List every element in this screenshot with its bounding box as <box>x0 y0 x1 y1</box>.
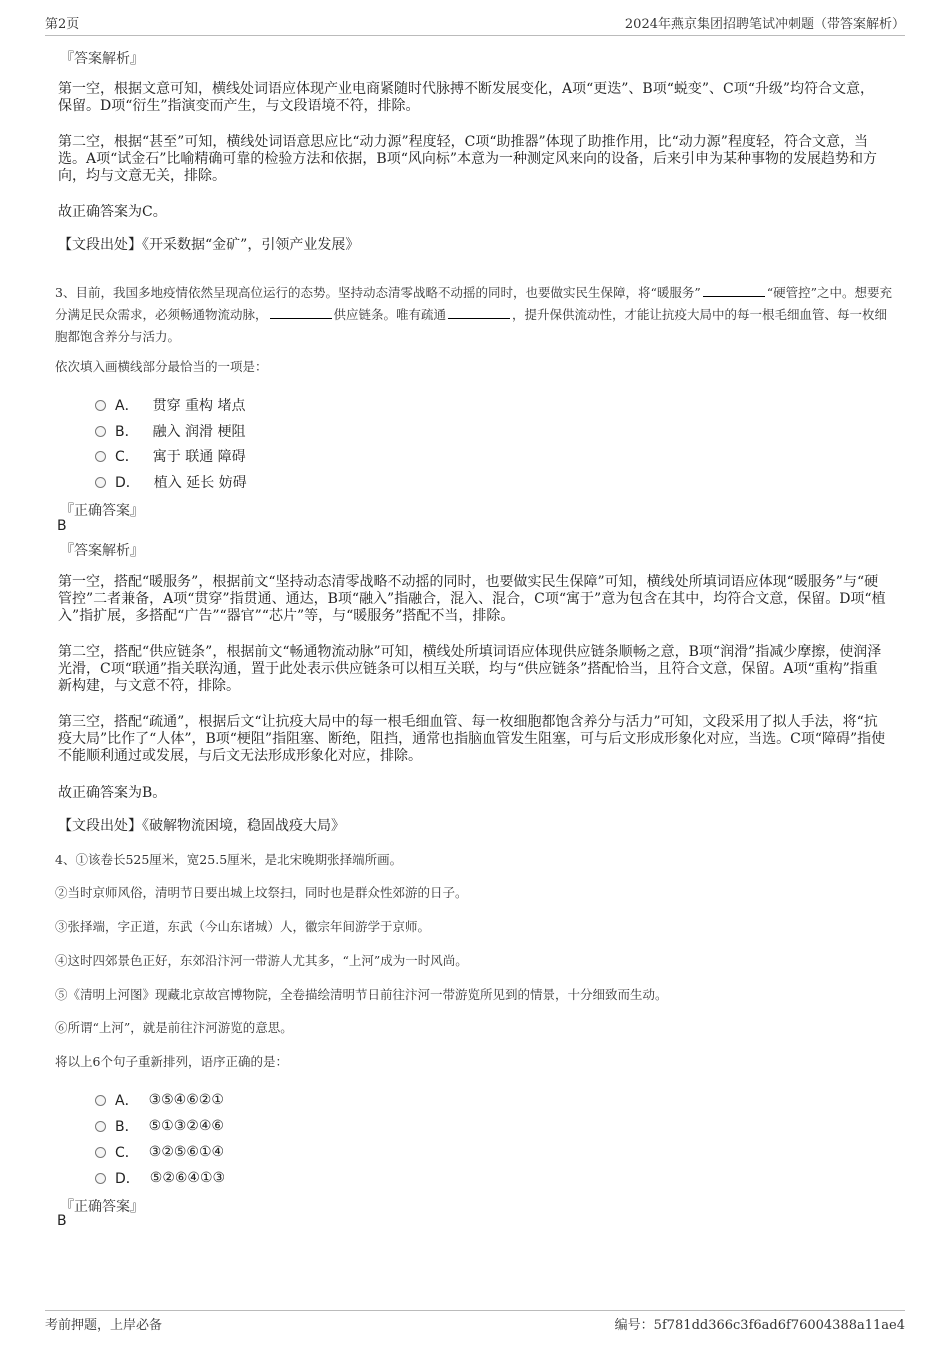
footer-doc-id: 编号：5f781dd366c3f6ad6f76004388a11ae4 <box>614 1318 905 1333</box>
page-header <box>45 13 905 36</box>
q3-analysis-label: 『答案解析』 <box>60 543 144 559</box>
q3-blank-2 <box>270 306 332 319</box>
q3-analysis-p1: 第一空，搭配“暖服务”，根据前文“坚持动态清零战略不动摇的同时，也要做实民生保障”可知，横线处所填词语应体现“暖服务”与“硬管控”二者兼备，A项“贯穿”指贯通、通达，B项“融入”指融合，混入、混合，C项“寓于”意为包含在其中，均符合文意，保留。D项“植入”指扩展，多搭配“广告”“器官”“芯片”等，与“暖服务”搭配不当，排除。 <box>58 574 886 624</box>
q3-stem <box>55 282 895 348</box>
q4-answer: B <box>57 1213 67 1229</box>
q3-source: 【文段出处】《破解物流困境，稳固战疫大局》 <box>58 818 345 834</box>
q2-source: 【文段出处】《开采数据“金矿”，引领产业发展》 <box>58 237 360 253</box>
radio-icon[interactable] <box>95 1121 106 1132</box>
q3-option-a[interactable]: A． 贯穿 重构 堵点 <box>95 395 245 415</box>
q3-blank-1 <box>703 284 765 297</box>
q4-sentence-1: 4、①该卷长525厘米，宽25.5厘米，是北宋晚期张择端所画。 <box>55 852 403 867</box>
page-number: 第2页 <box>45 17 80 32</box>
q3-analysis-p2: 第二空，搭配“供应链条”，根据前文“畅通物流动脉”可知，横线处所填词语应体现供应链条顺畅之意，B项“润滑”指减少摩擦，使润泽光滑，C项“联通”指关联沟通，置于此处表示供应链条可以相互关联，均与“供应链条”搭配恰当，且符合文意，保留。A项“重构”指重新构建，与文意不符，排除。 <box>58 644 882 694</box>
radio-icon[interactable] <box>95 477 106 488</box>
q3-conclusion: 故正确答案为B。 <box>58 785 167 801</box>
footer-slogan: 考前押题，上岸必备 <box>45 1318 163 1333</box>
q4-sentence-3: ③张择端，字正道，东武（今山东诸城）人，徽宗年间游学于京师。 <box>55 919 431 934</box>
q3-option-c[interactable]: C． 寓于 联通 障碍 <box>95 446 246 466</box>
radio-icon[interactable] <box>95 451 106 462</box>
q4-prompt: 将以上6个句子重新排列，语序正确的是： <box>55 1054 288 1069</box>
radio-icon[interactable] <box>95 1095 106 1106</box>
q4-option-b[interactable]: B． ⑤①③②④⑥ <box>95 1116 224 1136</box>
q4-option-a[interactable]: A． ③⑤④⑥②① <box>95 1090 224 1110</box>
q2-analysis-p2: 第二空，根据“甚至”可知，横线处词语意思应比“动力源”程度轻，C项“助推器”体现了助推作用，比“动力源”程度轻，符合文意，当选。A项“试金石”比喻精确可靠的检验方法和依据，B项“风向标”本意为一种测定风来向的设备，后来引申为某种事物的发展趋势和方向，均与文意无关，排除。 <box>58 134 878 184</box>
q3-analysis-p3: 第三空，搭配“疏通”，根据后文“让抗疫大局中的每一根毛细血管、每一枚细胞都饱含养分与活力”可知，文段采用了拟人手法，将“抗疫大局”比作了“人体”，B项“梗阻”指阻塞、断绝，阻挡，通常也指脑血管发生阻塞，可与后文形成形象化对应，当选。C项“障碍”指使不能顺利通过或发展，与后文无法形成形象化对应，排除。 <box>58 714 886 764</box>
q3-stem-part-3: 供应链条。唯有疏通 <box>333 307 447 322</box>
q4-sentence-6: ⑥所谓“上河”，就是前往汴河游览的意思。 <box>55 1020 293 1035</box>
radio-icon[interactable] <box>95 426 106 437</box>
q3-stem-part-2: “硬管控”之中。想要充分满足民众需求，必须畅通物流动脉， <box>55 285 893 322</box>
q2-analysis-p1: 第一空，根据文意可知，横线处词语应体现产业电商紧随时代脉搏不断发展变化，A项“更迭”、B项“蜕变”、C项“升级”均符合文意，保留。D项“衍生”指演变而产生，与文段语境不符，排除。 <box>58 81 875 114</box>
q3-stem-part-4: ，提升保供流动性，才能让抗疫大局中的每一根毛细血管、每一枚细胞都饱含养分与活力。 <box>55 307 888 344</box>
document-title: 2024年燕京集团招聘笔试冲刺题（带答案解析） <box>624 17 905 32</box>
q3-option-b[interactable]: B． 融入 润滑 梗阻 <box>95 421 246 441</box>
q4-option-c[interactable]: C． ③②⑤⑥①④ <box>95 1142 224 1162</box>
q3-prompt: 依次填入画横线部分最恰当的一项是： <box>55 359 268 374</box>
q3-blank-3 <box>448 306 510 319</box>
page-footer <box>45 1310 905 1333</box>
q3-stem-part-1: 3、目前，我国多地疫情依然呈现高位运行的态势。坚持动态清零战略不动摇的同时，也要做实民生保障，将“暖服务” <box>55 285 701 300</box>
q4-sentence-2: ②当时京师风俗，清明节日要出城上坟祭扫，同时也是群众性郊游的日子。 <box>55 885 468 900</box>
q2-analysis-label: 『答案解析』 <box>60 51 144 67</box>
q4-sentence-4: ④这时四郊景色正好，东郊沿汴河一带游人尤其多，“上河”成为一时风尚。 <box>55 953 468 968</box>
radio-icon[interactable] <box>95 1147 106 1158</box>
q3-option-d[interactable]: D． 植入 延长 妨碍 <box>95 472 247 492</box>
q4-sentence-5: ⑤《清明上河图》现藏北京故宫博物院，全卷描绘清明节日前往汴河一带游览所见到的情景，十分细致而生动。 <box>55 987 668 1002</box>
q3-answer-label: 『正确答案』 <box>60 503 144 519</box>
q4-answer-label: 『正确答案』 <box>60 1199 144 1215</box>
q4-option-d[interactable]: D． ⑤②⑥④①③ <box>95 1168 225 1188</box>
radio-icon[interactable] <box>95 400 106 411</box>
radio-icon[interactable] <box>95 1173 106 1184</box>
q3-answer: B <box>57 518 67 534</box>
q2-conclusion: 故正确答案为C。 <box>58 204 167 220</box>
